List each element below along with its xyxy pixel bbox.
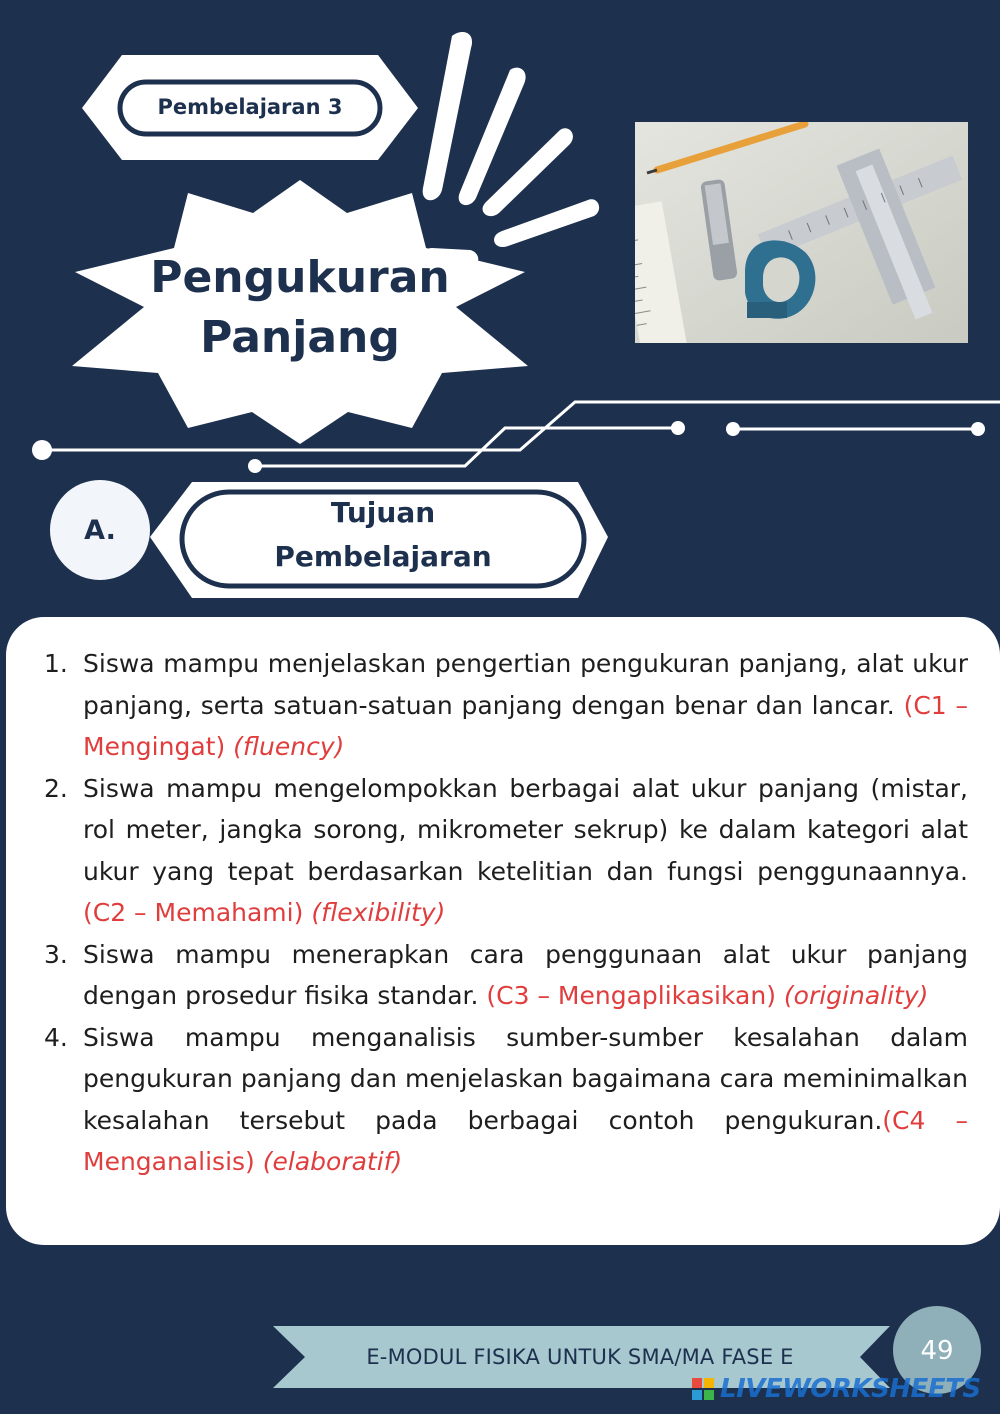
- creativity-aspect: (flexibility): [311, 898, 446, 927]
- cognitive-level: (C3 – Mengaplikasikan): [486, 981, 776, 1010]
- footer-module-label: E-MODUL FISIKA UNTUK SMA/MA FASE E: [366, 1345, 794, 1369]
- list-item: [44, 1017, 968, 1183]
- objectives-list: [44, 643, 968, 1183]
- cognitive-level: (C1 – Mengingat): [83, 690, 969, 761]
- liveworksheets-logo-icon: [692, 1378, 714, 1400]
- objective-text: Siswa mampu menerapkan cara penggunaan alat ukur panjang dengan prosedur fisika standar.: [83, 939, 968, 1010]
- list-item: [44, 934, 968, 1017]
- cognitive-level: (C4 – Menganalisis): [83, 1105, 969, 1176]
- section-title-line2: Pembelajaran: [274, 540, 492, 573]
- watermark: [692, 1374, 981, 1404]
- lesson-tag: Pembelajaran 3: [157, 95, 343, 119]
- list-item: [44, 768, 968, 934]
- creativity-aspect: (elaboratif): [262, 1147, 403, 1176]
- list-item: [44, 643, 968, 768]
- list-item-text: [83, 643, 968, 768]
- list-item-number: 1.: [44, 649, 68, 678]
- list-item-number: 4.: [44, 1022, 68, 1052]
- objectives-card: [6, 617, 1000, 1245]
- list-item-text: [83, 1017, 968, 1183]
- burst-strokes: [423, 32, 599, 266]
- list-item-text: [83, 934, 968, 1017]
- list-item-text: [83, 768, 968, 934]
- creativity-aspect: (fluency): [233, 732, 345, 761]
- page-title-line1: Pengukuran: [150, 252, 450, 303]
- page-title-line2: Panjang: [200, 312, 400, 363]
- cognitive-level: (C2 – Memahami): [83, 898, 304, 927]
- measuring-tools-photo: [635, 122, 968, 343]
- objective-text: Siswa mampu mengelompokkan berbagai alat ukur panjang (mistar, rol meter, jangka sorong, mikrometer sekrup) ke dalam kategori alat ukur yang tepat berdasarkan ketelitian dan fungsi penggunaannya.: [83, 773, 968, 886]
- section-letter: A.: [84, 514, 116, 546]
- page-title: [120, 248, 480, 368]
- watermark-text: LIVEWORKSHEETS: [720, 1374, 981, 1404]
- list-item-number: 3.: [44, 939, 68, 969]
- section-title: [182, 490, 584, 580]
- creativity-aspect: (originality): [783, 981, 929, 1010]
- list-item-number: 2.: [44, 773, 68, 803]
- objective-text: Siswa mampu menjelaskan pengertian pengukuran panjang, alat ukur panjang, serta satuan-satuan panjang dengan benar dan lancar.: [83, 649, 968, 720]
- page-number: 49: [920, 1336, 954, 1366]
- section-title-line1: Tujuan: [330, 496, 436, 529]
- objective-text: Siswa mampu menganalisis sumber-sumber kesalahan dalam pengukuran panjang dan menjelaskan bagaimana cara meminimalkan kesalahan tersebut pada berbagai contoh pengukuran.: [83, 1022, 968, 1135]
